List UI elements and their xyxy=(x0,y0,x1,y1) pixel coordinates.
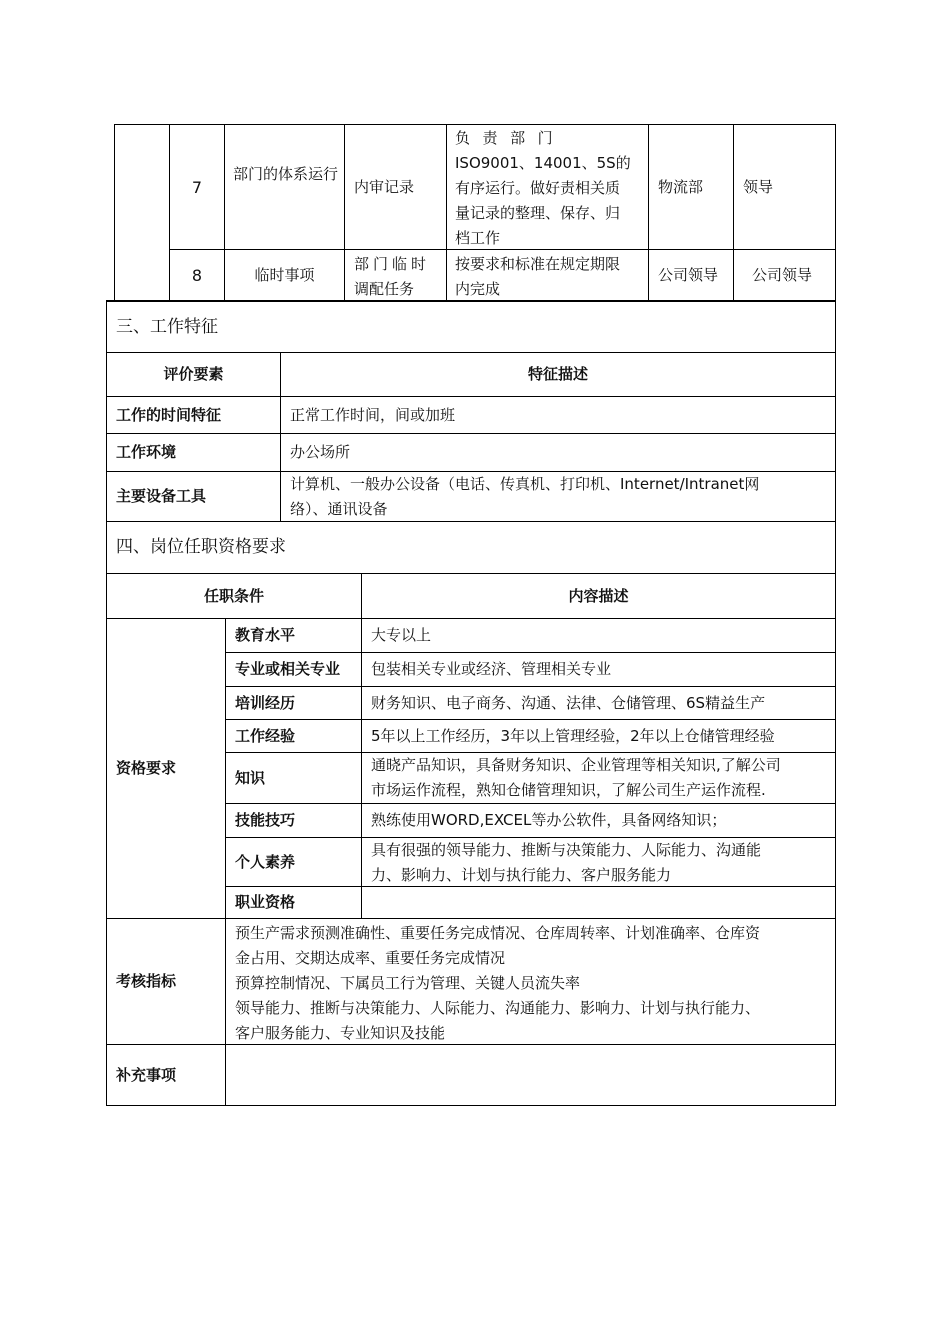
qualification-value: 包装相关专业或经济、管理相关专业 xyxy=(371,660,612,678)
qualification-label: 知识 xyxy=(235,768,266,787)
section3-row-label: 主要设备工具 xyxy=(116,487,207,505)
qualification-value: 5年以上工作经历，3年以上管理经验，2年以上仓储管理经验 xyxy=(371,726,775,745)
section3-header-left: 评价要素 xyxy=(163,365,224,383)
qualification-value: 财务知识、电子商务、沟通、法律、仓储管理、6S精益生产 xyxy=(371,693,766,712)
section4-header-left: 任职条件 xyxy=(203,586,264,605)
section3-row-label: 工作环境 xyxy=(116,443,177,461)
qualification-value: 具有很强的领导能力、推断与决策能力、人际能力、沟通能 力、影响力、计划与执行能力、客户服务能力 xyxy=(371,841,762,884)
row-7-department: 物流部 xyxy=(658,177,704,196)
supplement-label: 补充事项 xyxy=(116,1065,177,1084)
section3-header-right: 特征描述 xyxy=(527,365,588,383)
kpi-label: 考核指标 xyxy=(116,972,177,990)
qualification-label: 个人素养 xyxy=(235,852,296,871)
row-7-item: 部门的体系运行 xyxy=(233,165,339,183)
qualification-value xyxy=(362,887,835,918)
section4-title: 四、岗位任职资格要求 xyxy=(116,537,286,557)
qualification-value: 大专以上 xyxy=(371,626,432,644)
kpi-value: 预生产需求预测准确性、重要任务完成情况、仓库周转率、计划准确率、仓库资 金占用、交期达成率、重要任务完成情况 预算控制情况、下属员工行为管理、关键人员流失率 领导能力、推断与决策能力、人际能力、沟通能力、影响力、计划与执行能力、 客户服务能力、专业知识及技能 xyxy=(235,924,761,1042)
qualification-label: 技能技巧 xyxy=(235,811,296,829)
section3-row-value: 办公场所 xyxy=(290,443,351,461)
qualification-label: 专业或相关专业 xyxy=(235,660,341,678)
row-8-department: 公司领导 xyxy=(658,265,719,284)
section3-title: 三、工作特征 xyxy=(116,316,218,337)
qualification-label: 工作经验 xyxy=(235,726,296,745)
row-8-leader: 公司领导 xyxy=(752,265,813,284)
section3-row-value: 正常工作时间，间或加班 xyxy=(290,405,456,424)
section4-header-right: 内容描述 xyxy=(568,586,629,605)
qualification-label: 培训经历 xyxy=(235,693,296,712)
row-7-standard: 内审记录 xyxy=(354,177,415,196)
qualification-value: 通晓产品知识，具备财务知识、企业管理等相关知识,了解公司 市场运作流程，熟知仓储管理知识，了解公司生产运作流程. xyxy=(371,756,781,799)
row-7-description: 负 责 部 门 ISO9001、14001、5S的 有序运行。做好责相关质 量记录的整理、保存、归 档工作 xyxy=(455,129,631,247)
section3-row-value: 计算机、一般办公设备（电话、传真机、打印机、Internet/Intranet网 络）、通讯设备 xyxy=(290,475,760,518)
row-8-item: 临时事项 xyxy=(254,265,315,284)
qualification-group-label: 资格要求 xyxy=(116,759,177,777)
qualification-value: 熟练使用WORD,EXCEL等办公软件，具备网络知识； xyxy=(371,811,727,829)
qualification-label: 职业资格 xyxy=(235,893,296,911)
section3-row-label: 工作的时间特征 xyxy=(116,405,222,424)
row-8-description: 按要求和标准在规定期限 内完成 xyxy=(455,255,621,298)
qualification-label: 教育水平 xyxy=(235,626,296,644)
row-8-number: 8 xyxy=(191,265,203,285)
supplement-value xyxy=(226,1045,835,1105)
row-7-number: 7 xyxy=(191,177,203,197)
row-8-standard: 部门临时 调配任务 xyxy=(354,255,431,298)
row-7-leader: 领导 xyxy=(743,177,774,196)
